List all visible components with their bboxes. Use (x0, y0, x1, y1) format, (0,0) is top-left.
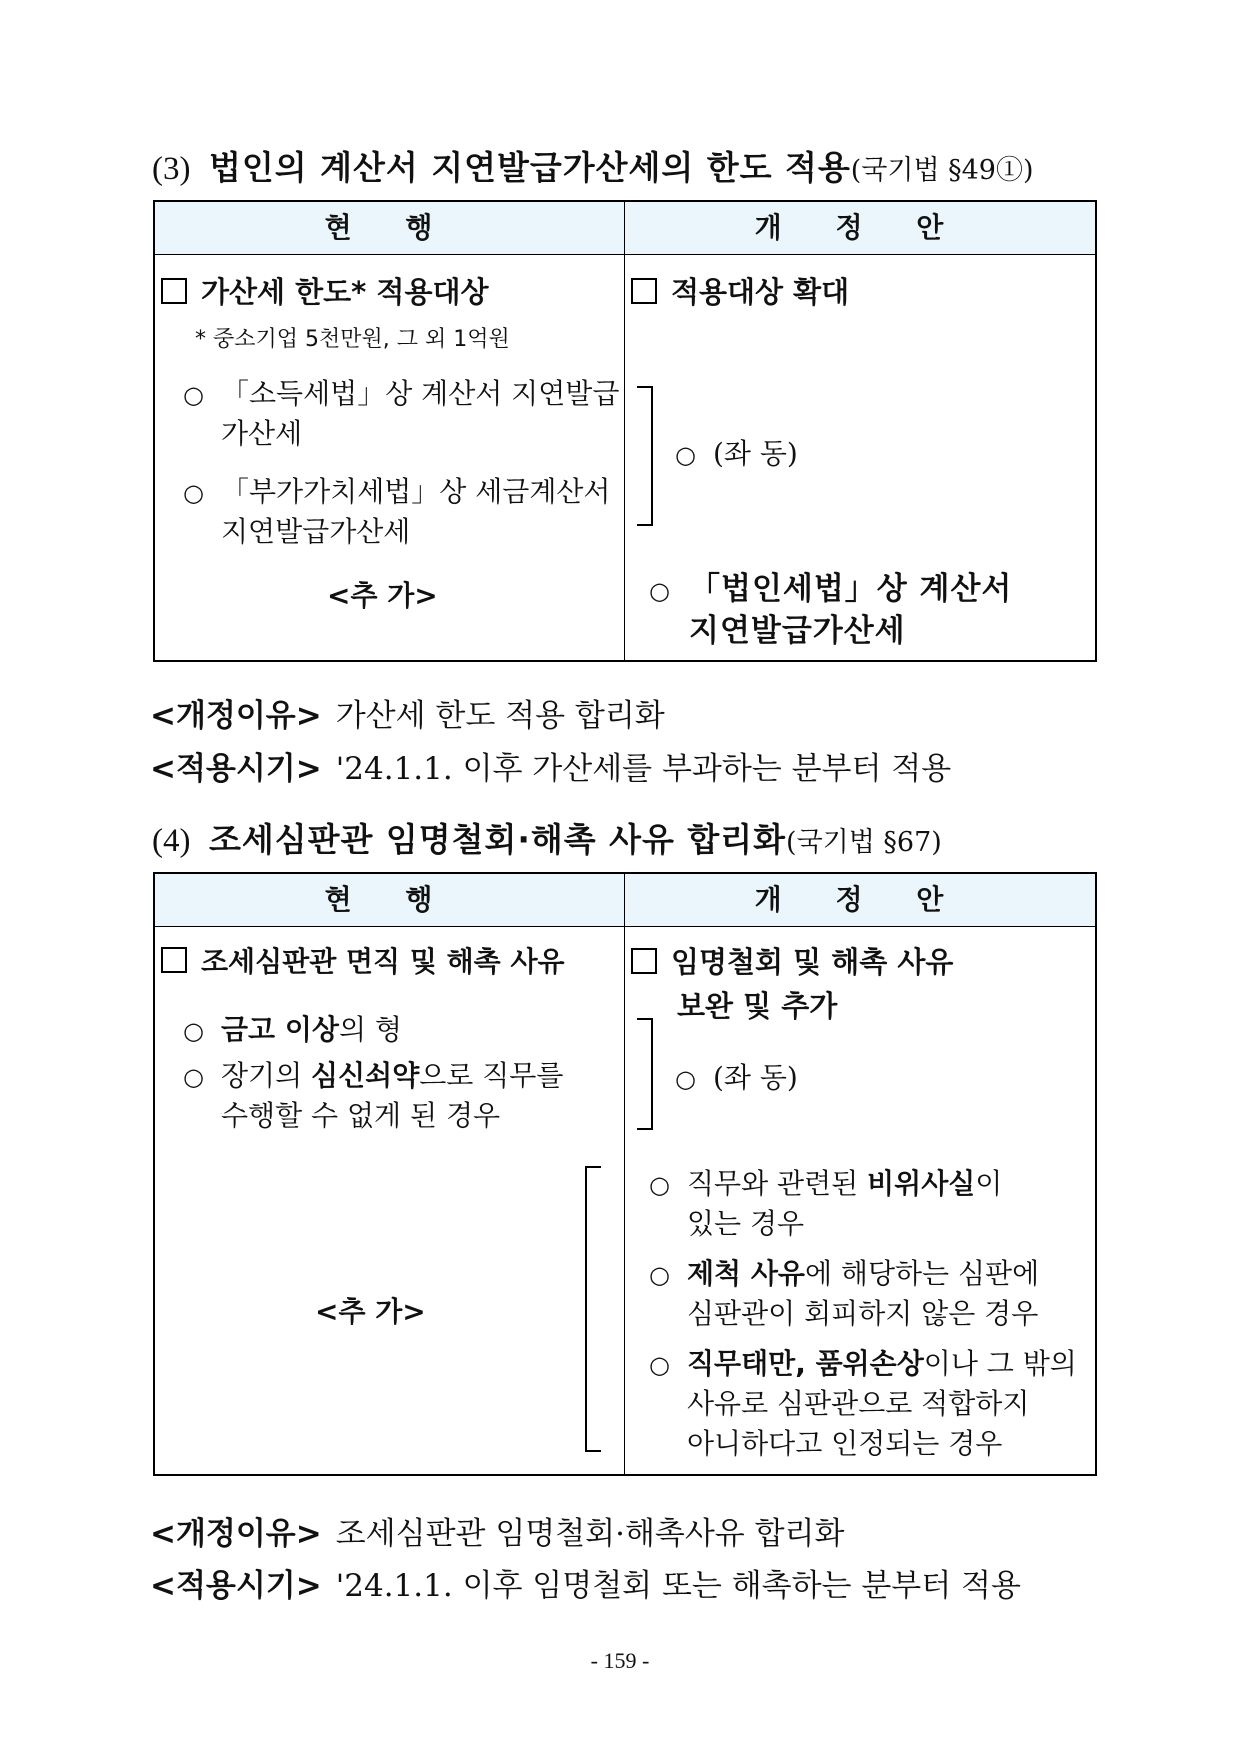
current-add-placeholder: <추 가> (327, 579, 438, 612)
section4-title: 조세심판관 임명철회·해촉 사유 합리화 (208, 820, 787, 859)
proposed-main-item: 적용대상 확대 (631, 270, 849, 311)
circle-bullet-icon: ○ (649, 1171, 670, 1199)
timing-label: <적용시기> (150, 1568, 322, 1604)
section4-table (153, 872, 1097, 1476)
current-add-placeholder: <추 가> (315, 1295, 426, 1328)
circle-bullet-icon: ○ (183, 1063, 204, 1091)
timing-text: '24.1.1. 이후 가산세를 부과하는 분부터 적용 (335, 751, 952, 787)
proposed-item: ○ 「법인세법」상 계산서 (649, 568, 1012, 612)
circle-bullet-icon: ○ (183, 1017, 204, 1045)
reason-text: 조세심판관 임명철회·해촉사유 합리화 (335, 1516, 845, 1552)
proposed-item-cont: 지연발급가산세 (689, 613, 906, 649)
circle-bullet-icon: ○ (183, 479, 204, 507)
column-divider (624, 202, 625, 660)
right-bracket (637, 1018, 653, 1130)
current-item-2: ○ 「부가가치세법」상 세금계산서 (183, 472, 610, 513)
proposed-main-item: 임명철회 및 해촉 사유 (631, 940, 953, 981)
proposed-item-1: ○ 직무와 관련된 비위사실이 (649, 1164, 1002, 1205)
proposed-same: ○ (좌 동) (675, 1058, 798, 1099)
current-item-2: ○ 장기의 심신쇠약으로 직무를 (183, 1056, 563, 1097)
proposed-item-3-cont2: 아니하다고 인정되는 경우 (687, 1427, 1003, 1460)
section3-timing (150, 743, 951, 788)
section3-ref: (국기법 §49①) (850, 155, 1034, 186)
section4-timing (150, 1560, 1021, 1605)
proposed-item-1-cont: 있는 경우 (687, 1207, 805, 1240)
timing-text: '24.1.1. 이후 임명철회 또는 해촉하는 분부터 적용 (335, 1568, 1021, 1604)
current-main-item: 조세심판관 면직 및 해촉 사유 (161, 940, 565, 980)
section3-table (153, 200, 1097, 662)
circle-bullet-icon: ○ (649, 577, 671, 605)
proposed-item-3: ○ 직무태만, 품위손상이나 그 밖의 (649, 1344, 1077, 1385)
proposed-item-2-cont: 심판관이 회피하지 않은 경우 (687, 1297, 1039, 1330)
checkbox-square-icon (631, 948, 657, 974)
proposed-main-cont: 보완 및 추가 (677, 989, 838, 1023)
checkbox-square-icon (161, 278, 187, 304)
section4-reason (150, 1508, 844, 1553)
section3-title: 법인의 계산서 지연발급가산세의 한도 적용 (208, 148, 851, 187)
circle-bullet-icon: ○ (183, 381, 204, 409)
section3-reason (150, 690, 665, 735)
column-divider (624, 874, 625, 1474)
header-current: 현 행 (324, 211, 455, 244)
left-bracket (585, 1166, 601, 1452)
section3-heading (152, 148, 1034, 191)
current-note: * 중소기업 5천만원, 그 외 1억원 (195, 327, 510, 352)
reason-text: 가산세 한도 적용 합리화 (335, 698, 665, 734)
current-main-item: 가산세 한도* 적용대상 (161, 270, 488, 311)
circle-bullet-icon: ○ (649, 1351, 670, 1379)
proposed-same: ○ (좌 동) (675, 434, 798, 475)
reason-label: <개정이유> (150, 1516, 322, 1552)
circle-bullet-icon: ○ (675, 441, 696, 469)
circle-bullet-icon: ○ (675, 1065, 696, 1093)
current-item-1: ○ 금고 이상의 형 (183, 1010, 402, 1051)
circle-bullet-icon: ○ (649, 1261, 670, 1289)
section4-number: (4) (152, 823, 191, 859)
header-current: 현 행 (324, 883, 455, 916)
checkbox-square-icon (631, 278, 657, 304)
right-bracket (637, 386, 653, 526)
current-item-2-cont: 지연발급가산세 (221, 515, 411, 548)
header-proposed: 개 정 안 (754, 211, 966, 244)
proposed-item-2: ○ 제척 사유에 해당하는 심판에 (649, 1254, 1039, 1295)
reason-label: <개정이유> (150, 698, 322, 734)
section4-ref: (국기법 §67) (786, 827, 942, 858)
page-number: - 159 - (590, 1648, 650, 1673)
header-proposed: 개 정 안 (754, 883, 966, 916)
current-item-1-cont: 가산세 (221, 417, 303, 450)
checkbox-square-icon (161, 947, 187, 973)
current-item-2-cont: 수행할 수 없게 된 경우 (221, 1099, 501, 1132)
section4-heading (152, 820, 942, 863)
section3-number: (3) (152, 151, 191, 187)
proposed-item-3-cont: 사유로 심판관으로 적합하지 (687, 1387, 1030, 1420)
timing-label: <적용시기> (150, 751, 322, 787)
current-item-1: ○ 「소득세법」상 계산서 지연발급 (183, 374, 619, 415)
